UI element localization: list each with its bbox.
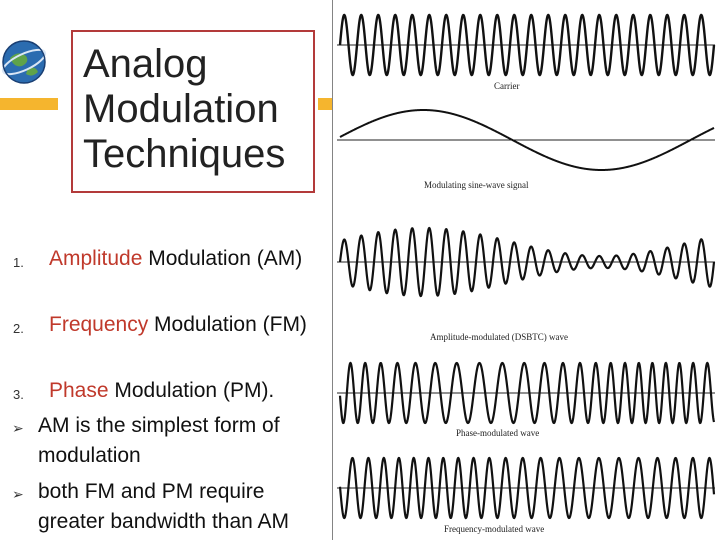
modulating-caption: Modulating sine-wave signal (424, 180, 529, 190)
modulation-waveforms-figure (332, 0, 720, 540)
title-box (71, 30, 315, 193)
carrier-caption: Carrier (494, 81, 520, 91)
arrow-bullet-icon: ➢ (12, 420, 24, 436)
list-item-rest: Modulation (PM). (108, 379, 275, 402)
highlight-term: Phase (49, 379, 109, 402)
list-item-rest: both FM and PM require greater bandwidth than AM (38, 480, 289, 533)
list-item-text (49, 310, 319, 340)
list-number: 3. (13, 387, 24, 402)
list-item-text (49, 244, 319, 274)
list-item-rest: AM is the simplest form of modulation (38, 414, 280, 467)
list-number: 2. (13, 321, 24, 336)
arrow-bullet-icon: ➢ (12, 486, 24, 502)
globe-logo-icon (0, 38, 48, 86)
list-item-rest: Modulation (FM) (148, 313, 307, 336)
slide-title: Analog Modulation Techniques (83, 42, 286, 176)
fm-caption: Frequency-modulated wave (444, 524, 545, 534)
am-caption: Amplitude-modulated (DSBTC) wave (430, 332, 568, 342)
list-item-text (38, 411, 323, 471)
list-item-text (38, 477, 308, 537)
pm-caption: Phase-modulated wave (456, 428, 540, 438)
list-item-rest: Modulation (AM) (142, 247, 303, 270)
accent-bar-left (0, 98, 58, 110)
list-number: 1. (13, 255, 24, 270)
highlight-term: Frequency (49, 313, 149, 336)
highlight-term: Amplitude (49, 247, 143, 270)
list-item-text (49, 376, 319, 406)
